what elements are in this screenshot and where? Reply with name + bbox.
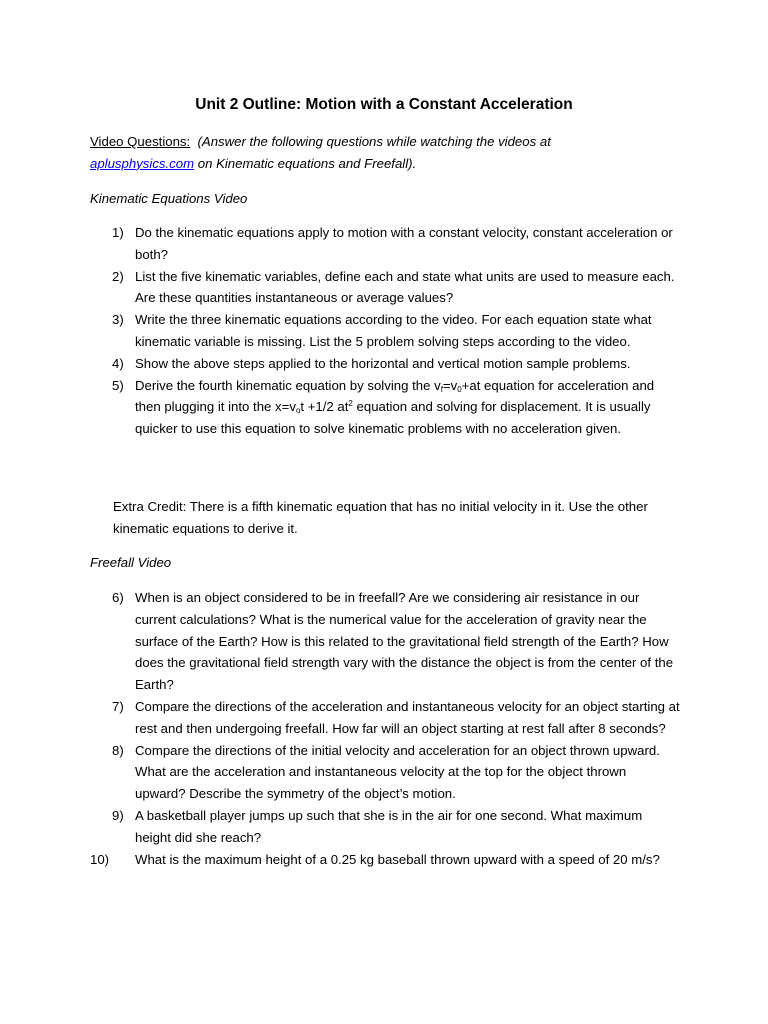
- question-number: 10): [90, 851, 110, 867]
- equation-text: t +1/2 at: [300, 399, 349, 415]
- list-item: [90, 740, 680, 805]
- question-number: 5): [112, 377, 124, 393]
- question-number: 1): [112, 225, 124, 240]
- list-item: [90, 266, 680, 310]
- question-number: 4): [112, 355, 124, 371]
- page-title: Unit 2 Outline: Motion with a Constant Acceleration: [195, 96, 573, 113]
- question-text: Write the three kinematic equations according to the video. For each equation state what kinematic variable is missing. List the 5 problem solving steps according to the video.: [135, 312, 652, 349]
- equation-text: Derive the fourth kinematic equation by solving the v: [135, 377, 441, 393]
- list-item: [90, 222, 680, 266]
- aplusphysics-link[interactable]: aplusphysics.com: [90, 155, 195, 171]
- question-number: 6): [112, 590, 124, 605]
- question-number: 2): [112, 268, 124, 284]
- list-item: [90, 587, 680, 696]
- freefall-question-list: [90, 587, 680, 870]
- question-text: Show the above steps applied to the horizontal and vertical motion sample problems.: [135, 355, 631, 371]
- list-item: [90, 805, 680, 849]
- list-item: [90, 353, 680, 375]
- video-questions-label: Video Questions:: [90, 134, 191, 149]
- kinematic-question-list: [90, 222, 680, 440]
- question-text: Do the kinematic equations apply to motion with a constant velocity, constant acceleration or both?: [135, 225, 673, 262]
- question-text: Compare the directions of the acceleration and instantaneous velocity for an object starting at rest and then undergoing freefall. How far will an object starting at rest fall after 8 seconds?: [135, 698, 680, 736]
- question-text: A basketball player jumps up such that she is in the air for one second. What maximum height did she reach?: [135, 807, 643, 845]
- intro-text-close: on Kinematic equations and Freefall).: [194, 155, 417, 171]
- subscript-o: o: [295, 406, 301, 416]
- equation-text: +at equation for acceleration and then plugging it into the x=v: [135, 377, 655, 415]
- question-text: What is the maximum height of a 0.25 kg baseball thrown upward with a speed of 20 m/s?: [135, 851, 660, 867]
- question-number: 8): [112, 742, 124, 758]
- question-text: Compare the directions of the initial velocity and acceleration for an object thrown upward. What are the acceleration and instantaneous velocity at the top for the object thrown upward? Describe the symmetry of the object’s motion.: [135, 742, 660, 802]
- equation-text: equation and solving for displacement. It is usually quicker to use this equation to solve kinematic problems with no acceleration given.: [135, 399, 651, 437]
- question-text: [135, 378, 654, 437]
- question-number: 9): [112, 807, 124, 823]
- list-item: [90, 309, 680, 353]
- extra-credit-paragraph: Extra Credit: There is a fifth kinematic equation that has no initial velocity in it. Use the other kinematic equations to derive it.: [113, 499, 648, 536]
- list-item: [90, 849, 680, 871]
- subscript-0: 0: [457, 384, 462, 394]
- list-item: [90, 375, 680, 440]
- section-heading-freefall: Freefall Video: [90, 555, 172, 570]
- equation-text: =v: [442, 377, 458, 393]
- intro-text-open: (Answer the following questions while watching the videos at: [197, 134, 551, 149]
- subscript-f: f: [440, 384, 443, 394]
- question-text: List the five kinematic variables, define each and state what units are used to measure each. Are these quantities instantaneous or average values?: [135, 268, 675, 306]
- superscript-2: 2: [348, 399, 353, 409]
- question-text: When is an object considered to be in freefall? Are we considering air resistance in our current calculations? What is the numerical value for the acceleration of gravity near the surface of the Earth? How is this related to the gravitational field strength of the Earth? How does the gravitational field strength vary with the distance the object is from the center of the Earth?: [135, 590, 674, 693]
- question-number: 7): [112, 698, 124, 714]
- section-heading-kinematic: Kinematic Equations Video: [90, 191, 248, 206]
- intro-paragraph: [90, 131, 690, 175]
- list-item: [90, 696, 680, 740]
- question-number: 3): [112, 312, 124, 328]
